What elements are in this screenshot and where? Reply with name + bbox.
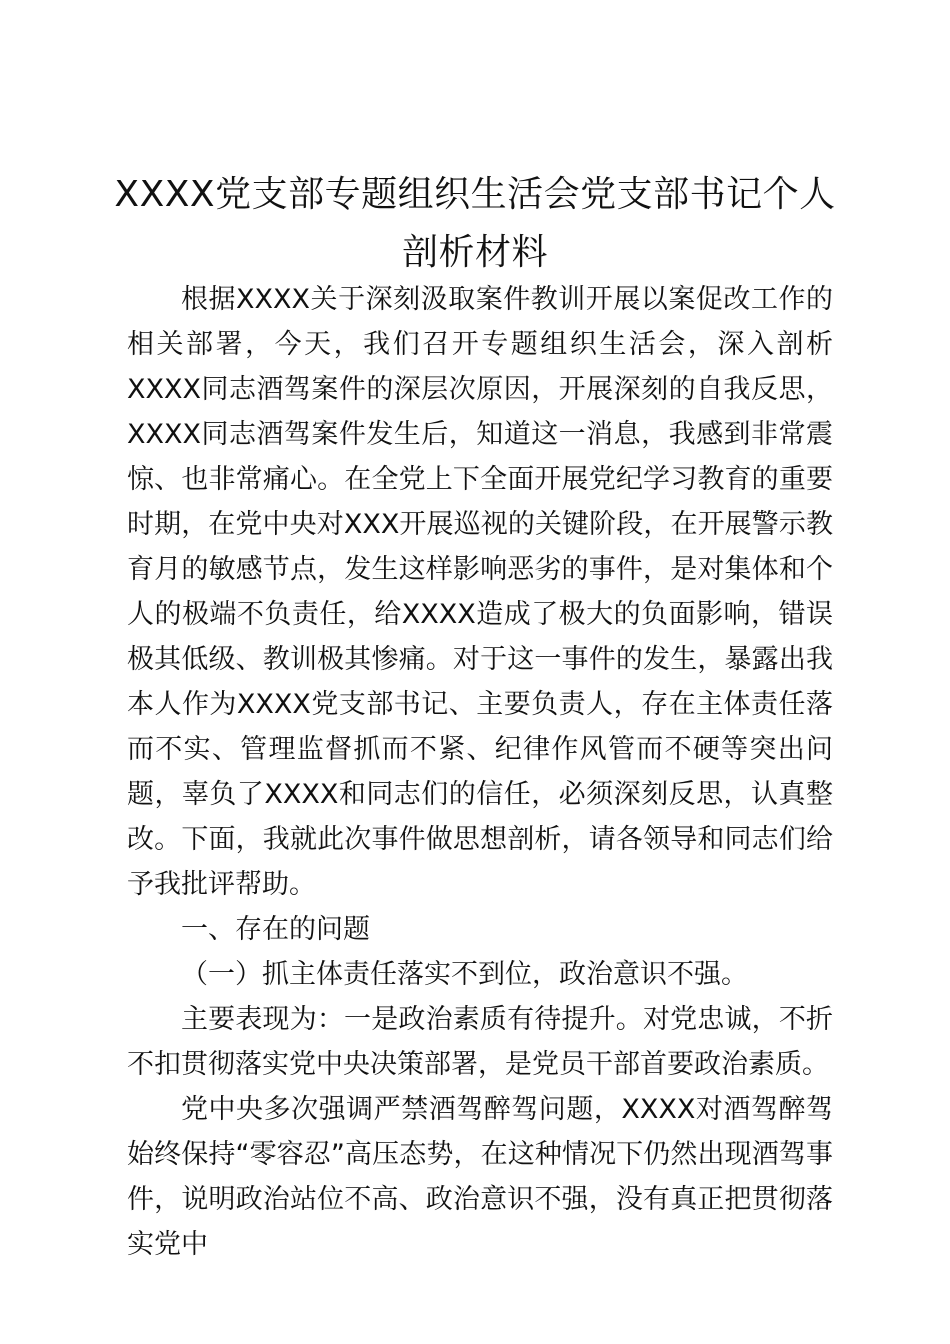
subsection-heading-1: （一）抓主体责任落实不到位，政治意识不强。 — [181, 959, 748, 990]
document-title — [100, 166, 850, 282]
intro-paragraph: 根据XXXX关于深刻汲取案件教训开展以案促改工作的相关部署，今天，我们召开专题组织生活会，深入剖析XXXX同志酒驾案件的深层次原因，开展深刻的自我反思，XXXX同志酒驾案件发生后，知道这一消息，我感到非常震惊、也非常痛心。在全党上下全面开展党纪学习教育的重要时期，在党中央对XXX开展巡视的关键阶段，在开展警示教育月的敏感节点，发生这样影响恶劣的事件，是对集体和个人的极端不负责任，给XXXX造成了极大的负面影响，错误极其低级、教训极其惨痛。对于这一事件的发生，暴露出我本人作为XXXX党支部书记、主要负责人，存在主体责任落而不实、管理监督抓而不紧、纪律作风管而不硬等突出问题，辜负了XXXX和同志们的信任，必须深刻反思，认真整改。下面，我就此次事件做思想剖析，请各领导和同志们给予我批评帮助。 — [127, 284, 833, 900]
section-heading-problems: 一、存在的问题 — [181, 914, 370, 945]
main-manifestation-paragraph: 主要表现为：一是政治素质有待提升。对党忠诚，不折不扣贯彻落实党中央决策部署，是党员干部首要政治素质。 — [127, 1004, 833, 1080]
drunk-driving-paragraph: 党中央多次强调严禁酒驾醉驾问题，XXXX对酒驾醉驾始终保持“零容忍”高压态势，在这种情况下仍然出现酒驾事件，说明政治站位不高、政治意识不强，没有真正把贯彻落实党中 — [127, 1094, 833, 1260]
document-title-line-1: XXXX党支部专题组织生活会党支部书记个人 — [114, 174, 836, 215]
document-body — [127, 277, 833, 1267]
document-title-line-2: 剖析材料 — [401, 232, 548, 273]
